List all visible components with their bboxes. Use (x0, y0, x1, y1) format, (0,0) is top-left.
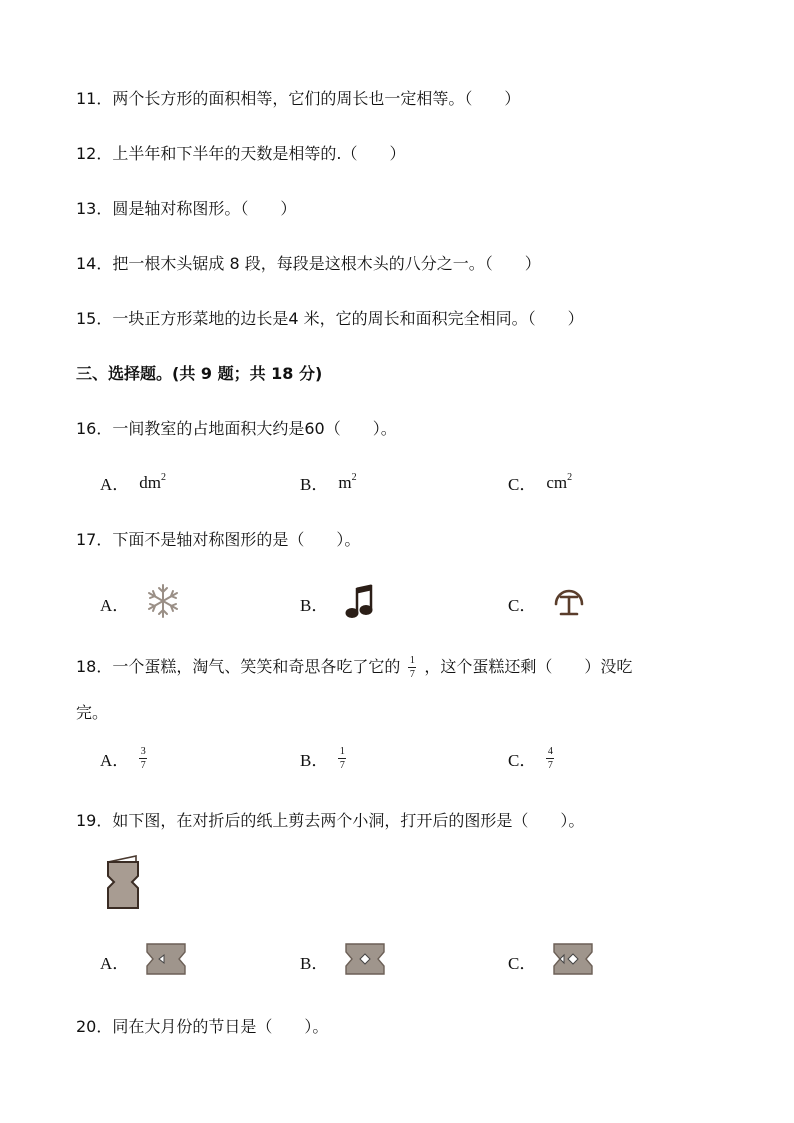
stand-icon (552, 582, 586, 624)
option-label: B． (300, 751, 329, 770)
option-label: C． (508, 595, 537, 615)
snowflake-icon (145, 582, 181, 624)
question-13: 13．圆是轴对称图形。（ ） (76, 199, 297, 218)
question-20: 20．同在大月份的节日是（ ）。 (76, 1017, 329, 1036)
option-label: A． (100, 595, 130, 615)
option-label: C． (508, 751, 537, 770)
question-18-text-b: ，这个蛋糕还剩（ ）没吃 (424, 657, 633, 676)
question-15: 15．一块正方形菜地的边长是4 米，它的周长和面积完全相同。（ ） (76, 309, 584, 328)
option-unit: $m^2$ (338, 472, 357, 492)
question-17: 17．下面不是轴对称图形的是（ ）。 (76, 530, 361, 549)
question-16: 16．一间教室的占地面积大约是60（ ）。 (76, 419, 397, 438)
option-label: A． (100, 751, 130, 770)
option-unit: $dm^2$ (139, 472, 167, 492)
option-label: A． (100, 953, 130, 973)
question-19: 19．如下图，在对折后的纸上剪去两个小洞，打开后的图形是（ ）。 (76, 811, 585, 830)
music-note-icon (344, 582, 374, 624)
q18-option-c[interactable] (508, 746, 554, 771)
q17-option-c[interactable] (508, 582, 586, 624)
option-label: B． (300, 475, 329, 494)
q17-option-b[interactable] (300, 582, 374, 624)
option-unit: $cm^2$ (546, 472, 573, 492)
q18-option-b[interactable] (300, 746, 346, 771)
cut-paper-a-icon (145, 942, 187, 980)
q19-option-c[interactable] (508, 942, 594, 980)
q16-option-c[interactable] (508, 470, 572, 495)
option-fraction: $\frac{3}{7}$ (140, 746, 146, 771)
cut-paper-c-icon (552, 942, 594, 980)
question-18-line2: 完。 (76, 703, 109, 722)
option-label: C． (508, 953, 537, 973)
option-fraction: $\frac{4}{7}$ (547, 746, 553, 771)
q16-option-a[interactable] (100, 470, 166, 495)
q19-option-a[interactable] (100, 942, 187, 980)
q18-option-a[interactable] (100, 746, 147, 771)
question-18 (76, 654, 632, 680)
fraction-one-seventh: $\frac{1}{7}$ (409, 655, 415, 680)
q17-option-a[interactable] (100, 582, 181, 624)
option-label: B． (300, 595, 329, 615)
q16-option-b[interactable] (300, 470, 357, 495)
question-18-text-a: 18．一个蛋糕，淘气、笑笑和奇思各吃了它的 (76, 657, 401, 676)
q19-option-b[interactable] (300, 942, 386, 980)
option-label: A． (100, 475, 130, 494)
cut-paper-b-icon (344, 942, 386, 980)
option-label: C． (508, 475, 537, 494)
option-fraction: $\frac{1}{7}$ (339, 746, 345, 771)
question-14: 14．把一根木头锯成 8 段，每段是这根木头的八分之一。（ ） (76, 254, 541, 273)
question-12: 12．上半年和下半年的天数是相等的.（ ） (76, 144, 406, 163)
option-label: B． (300, 953, 329, 973)
section-title: 三、选择题。(共 9 题；共 18 分) (76, 364, 323, 383)
question-11: 11．两个长方形的面积相等，它们的周长也一定相等。（ ） (76, 89, 521, 108)
folded-paper-figure (104, 852, 142, 916)
